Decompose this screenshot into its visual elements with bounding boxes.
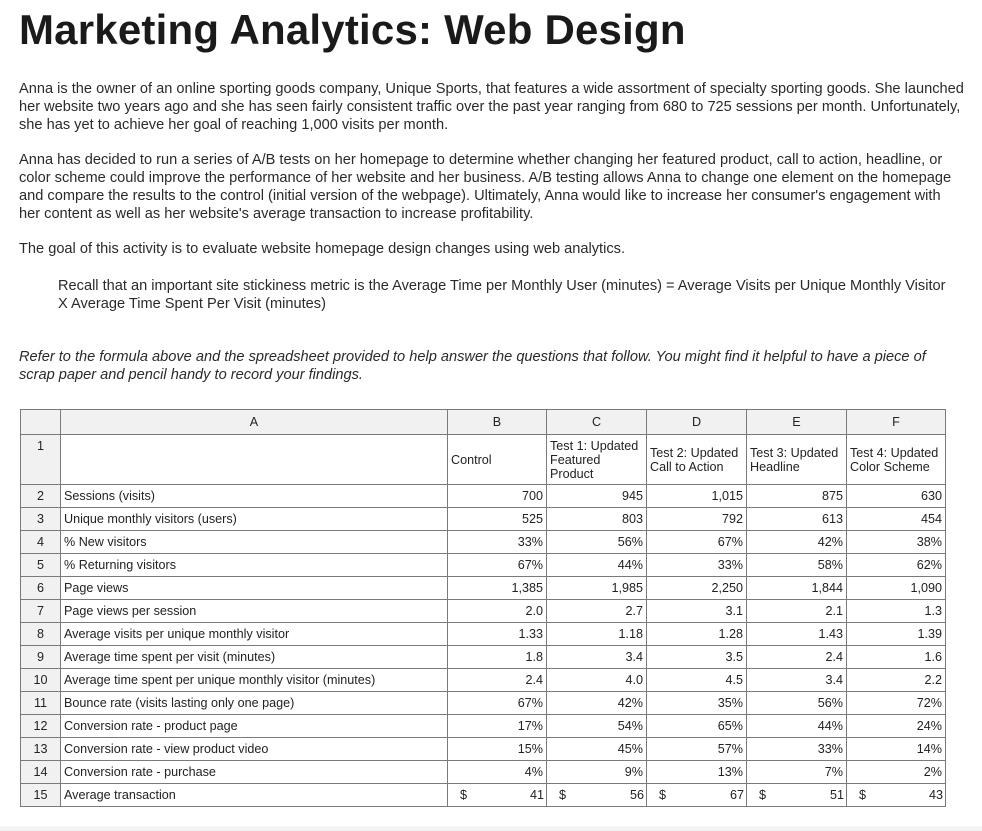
metric-label[interactable]: Average time spent per unique monthly visitor (minutes) <box>61 669 448 692</box>
page-title: Marketing Analytics: Web Design <box>19 6 686 53</box>
value-cell[interactable]: 630 <box>847 485 946 508</box>
metric-label[interactable]: % New visitors <box>61 531 448 554</box>
value-cell[interactable]: 3.4 <box>747 669 847 692</box>
value-cell[interactable]: 14% <box>847 738 946 761</box>
column-header-f[interactable]: F <box>847 410 946 435</box>
value-cell[interactable]: 792 <box>647 508 747 531</box>
row-number[interactable]: 3 <box>21 508 61 531</box>
ab-testing-paragraph: Anna has decided to run a series of A/B tests on her homepage to determine whether changing her featured product, call to action, headline, or color scheme could improve the performance of her website and her business. A/B testing allows Anna to change one element on the homepage and compare the results to the control (initial version of the webpage). Ultimately, Anna would like to increase her consumer's engagement with her content as well as her website's average transaction to increase profitability. <box>19 152 952 222</box>
metric-label[interactable]: Page views per session <box>61 600 448 623</box>
value-cell[interactable]: 35% <box>647 692 747 715</box>
header-cell[interactable] <box>61 435 448 485</box>
row-number[interactable]: 6 <box>21 577 61 600</box>
row-number[interactable]: 4 <box>21 531 61 554</box>
value-cell[interactable] <box>448 784 547 807</box>
table-row <box>21 761 946 784</box>
value-cell[interactable]: 803 <box>547 508 647 531</box>
value-cell[interactable]: 1.18 <box>547 623 647 646</box>
metric-label[interactable]: Conversion rate - purchase <box>61 761 448 784</box>
value-cell[interactable]: 3.4 <box>547 646 647 669</box>
metric-label[interactable]: Sessions (visits) <box>61 485 448 508</box>
row-number[interactable]: 10 <box>21 669 61 692</box>
table-header-row <box>21 435 946 485</box>
value-cell[interactable] <box>547 784 647 807</box>
spreadsheet <box>20 409 946 807</box>
value-cell[interactable]: 15% <box>448 738 547 761</box>
value-cell[interactable]: 1,844 <box>747 577 847 600</box>
metric-label[interactable]: Conversion rate - product page <box>61 715 448 738</box>
column-header-c[interactable]: C <box>547 410 647 435</box>
value-cell[interactable]: 525 <box>448 508 547 531</box>
value-cell[interactable] <box>647 784 747 807</box>
row-number[interactable]: 2 <box>21 485 61 508</box>
value-cell[interactable]: 33% <box>747 738 847 761</box>
value-cell[interactable]: 38% <box>847 531 946 554</box>
value-cell[interactable] <box>847 784 946 807</box>
value-cell[interactable]: 57% <box>647 738 747 761</box>
header-cell[interactable]: Test 1: Updated Featured Product <box>547 435 647 485</box>
value-cell[interactable]: 2,250 <box>647 577 747 600</box>
currency-symbol: $ <box>659 788 667 802</box>
value-cell[interactable]: 1,090 <box>847 577 946 600</box>
row-number[interactable]: 7 <box>21 600 61 623</box>
currency-symbol: $ <box>859 788 867 802</box>
value-cell[interactable]: 67% <box>647 531 747 554</box>
value-cell[interactable]: 4% <box>448 761 547 784</box>
value-cell[interactable]: 42% <box>747 531 847 554</box>
table-row <box>21 531 946 554</box>
value-cell[interactable]: 2.2 <box>847 669 946 692</box>
column-header-e[interactable]: E <box>747 410 847 435</box>
value-cell[interactable]: 17% <box>448 715 547 738</box>
metric-label[interactable]: Page views <box>61 577 448 600</box>
goal-paragraph: The goal of this activity is to evaluate website homepage design changes using web analytics. <box>19 241 625 257</box>
row-number[interactable]: 8 <box>21 623 61 646</box>
page-bottom-divider <box>0 826 982 831</box>
value-cell[interactable]: 33% <box>448 531 547 554</box>
value-cell[interactable]: 3.5 <box>647 646 747 669</box>
value-cell[interactable]: 2.4 <box>448 669 547 692</box>
row-number[interactable]: 5 <box>21 554 61 577</box>
header-cell[interactable]: Test 4: Updated Color Scheme <box>847 435 946 485</box>
value-cell[interactable]: 4.5 <box>647 669 747 692</box>
currency-symbol: $ <box>759 788 767 802</box>
value-cell[interactable]: 2% <box>847 761 946 784</box>
column-header-d[interactable]: D <box>647 410 747 435</box>
table-row <box>21 623 946 646</box>
value-cell[interactable]: 65% <box>647 715 747 738</box>
value-cell[interactable]: 72% <box>847 692 946 715</box>
value-cell[interactable]: 945 <box>547 485 647 508</box>
metric-label[interactable]: Bounce rate (visits lasting only one page) <box>61 692 448 715</box>
value-cell[interactable]: 1,015 <box>647 485 747 508</box>
row-number[interactable]: 12 <box>21 715 61 738</box>
column-header-b[interactable]: B <box>448 410 547 435</box>
value-cell[interactable]: 1,385 <box>448 577 547 600</box>
corner-cell <box>21 410 61 435</box>
value-cell[interactable]: 2.4 <box>747 646 847 669</box>
value-cell[interactable]: 454 <box>847 508 946 531</box>
currency-symbol: $ <box>559 788 567 802</box>
table-row <box>21 508 946 531</box>
currency-symbol: $ <box>460 788 468 802</box>
value-cell[interactable]: 13% <box>647 761 747 784</box>
value-cell[interactable]: 1.3 <box>847 600 946 623</box>
value-cell[interactable]: 33% <box>647 554 747 577</box>
recall-formula: Recall that an important site stickiness metric is the Average Time per Monthly User (minutes) = Average Visits per Unique Monthly Visitor X Average Time Spent Per Visit (minutes) <box>58 278 946 312</box>
value-cell[interactable]: 9% <box>547 761 647 784</box>
table-row <box>21 738 946 761</box>
column-header-a[interactable]: A <box>61 410 448 435</box>
table-row <box>21 669 946 692</box>
table-row <box>21 646 946 669</box>
value-cell[interactable]: 45% <box>547 738 647 761</box>
currency-amount: 51 <box>829 788 844 802</box>
table-row <box>21 554 946 577</box>
header-cell[interactable]: Test 2: Updated Call to Action <box>647 435 747 485</box>
metric-label[interactable]: Unique monthly visitors (users) <box>61 508 448 531</box>
metric-label[interactable]: Conversion rate - view product video <box>61 738 448 761</box>
table-row <box>21 784 946 807</box>
value-cell[interactable]: 613 <box>747 508 847 531</box>
value-cell[interactable]: 1.8 <box>448 646 547 669</box>
value-cell[interactable]: 2.0 <box>448 600 547 623</box>
row-number[interactable]: 11 <box>21 692 61 715</box>
currency-amount: 67 <box>729 788 744 802</box>
value-cell[interactable]: 1.43 <box>747 623 847 646</box>
row-number[interactable]: 13 <box>21 738 61 761</box>
value-cell[interactable]: 2.1 <box>747 600 847 623</box>
value-cell[interactable]: 24% <box>847 715 946 738</box>
row-number[interactable]: 9 <box>21 646 61 669</box>
value-cell[interactable]: 56% <box>747 692 847 715</box>
table-row <box>21 577 946 600</box>
table-row <box>21 692 946 715</box>
header-cell[interactable]: Control <box>448 435 547 485</box>
value-cell[interactable]: 3.1 <box>647 600 747 623</box>
value-cell[interactable]: 54% <box>547 715 647 738</box>
value-cell[interactable]: 700 <box>448 485 547 508</box>
currency-amount: 41 <box>529 788 544 802</box>
table-row <box>21 715 946 738</box>
value-cell[interactable]: 42% <box>547 692 647 715</box>
value-cell[interactable]: 67% <box>448 692 547 715</box>
metric-label[interactable]: % Returning visitors <box>61 554 448 577</box>
intro-paragraph: Anna is the owner of an online sporting goods company, Unique Sports, that features a wide assortment of specialty sporting goods. She launched her website two years ago and she has seen fairly consistent traffic over the past year ranging from 680 to 725 sessions per month. Unfortunately, she has yet to achieve her goal of reaching 1,000 visits per month. <box>19 81 964 133</box>
header-cell[interactable]: Test 3: Updated Headline <box>747 435 847 485</box>
table-row <box>21 485 946 508</box>
instructions: Refer to the formula above and the spreadsheet provided to help answer the questions that follow. You might find it helpful to have a piece of scrap paper and pencil handy to record your findings. <box>19 349 926 383</box>
value-cell[interactable]: 1.28 <box>647 623 747 646</box>
value-cell[interactable]: 56% <box>547 531 647 554</box>
metric-label[interactable]: Average time spent per visit (minutes) <box>61 646 448 669</box>
value-cell[interactable]: 2.7 <box>547 600 647 623</box>
value-cell[interactable]: 1.33 <box>448 623 547 646</box>
table-row <box>21 600 946 623</box>
metric-label[interactable]: Average visits per unique monthly visitor <box>61 623 448 646</box>
value-cell[interactable]: 4.0 <box>547 669 647 692</box>
value-cell[interactable] <box>747 784 847 807</box>
currency-amount: 56 <box>629 788 644 802</box>
value-cell[interactable]: 1.6 <box>847 646 946 669</box>
row-number[interactable]: 1 <box>21 435 61 485</box>
value-cell[interactable]: 44% <box>747 715 847 738</box>
value-cell[interactable]: 44% <box>547 554 647 577</box>
value-cell[interactable]: 62% <box>847 554 946 577</box>
row-number[interactable]: 14 <box>21 761 61 784</box>
value-cell[interactable]: 67% <box>448 554 547 577</box>
row-number[interactable]: 15 <box>21 784 61 807</box>
value-cell[interactable]: 7% <box>747 761 847 784</box>
value-cell[interactable]: 1.39 <box>847 623 946 646</box>
value-cell[interactable]: 58% <box>747 554 847 577</box>
metric-label[interactable]: Average transaction <box>61 784 448 807</box>
value-cell[interactable]: 875 <box>747 485 847 508</box>
value-cell[interactable]: 1,985 <box>547 577 647 600</box>
currency-amount: 43 <box>928 788 943 802</box>
